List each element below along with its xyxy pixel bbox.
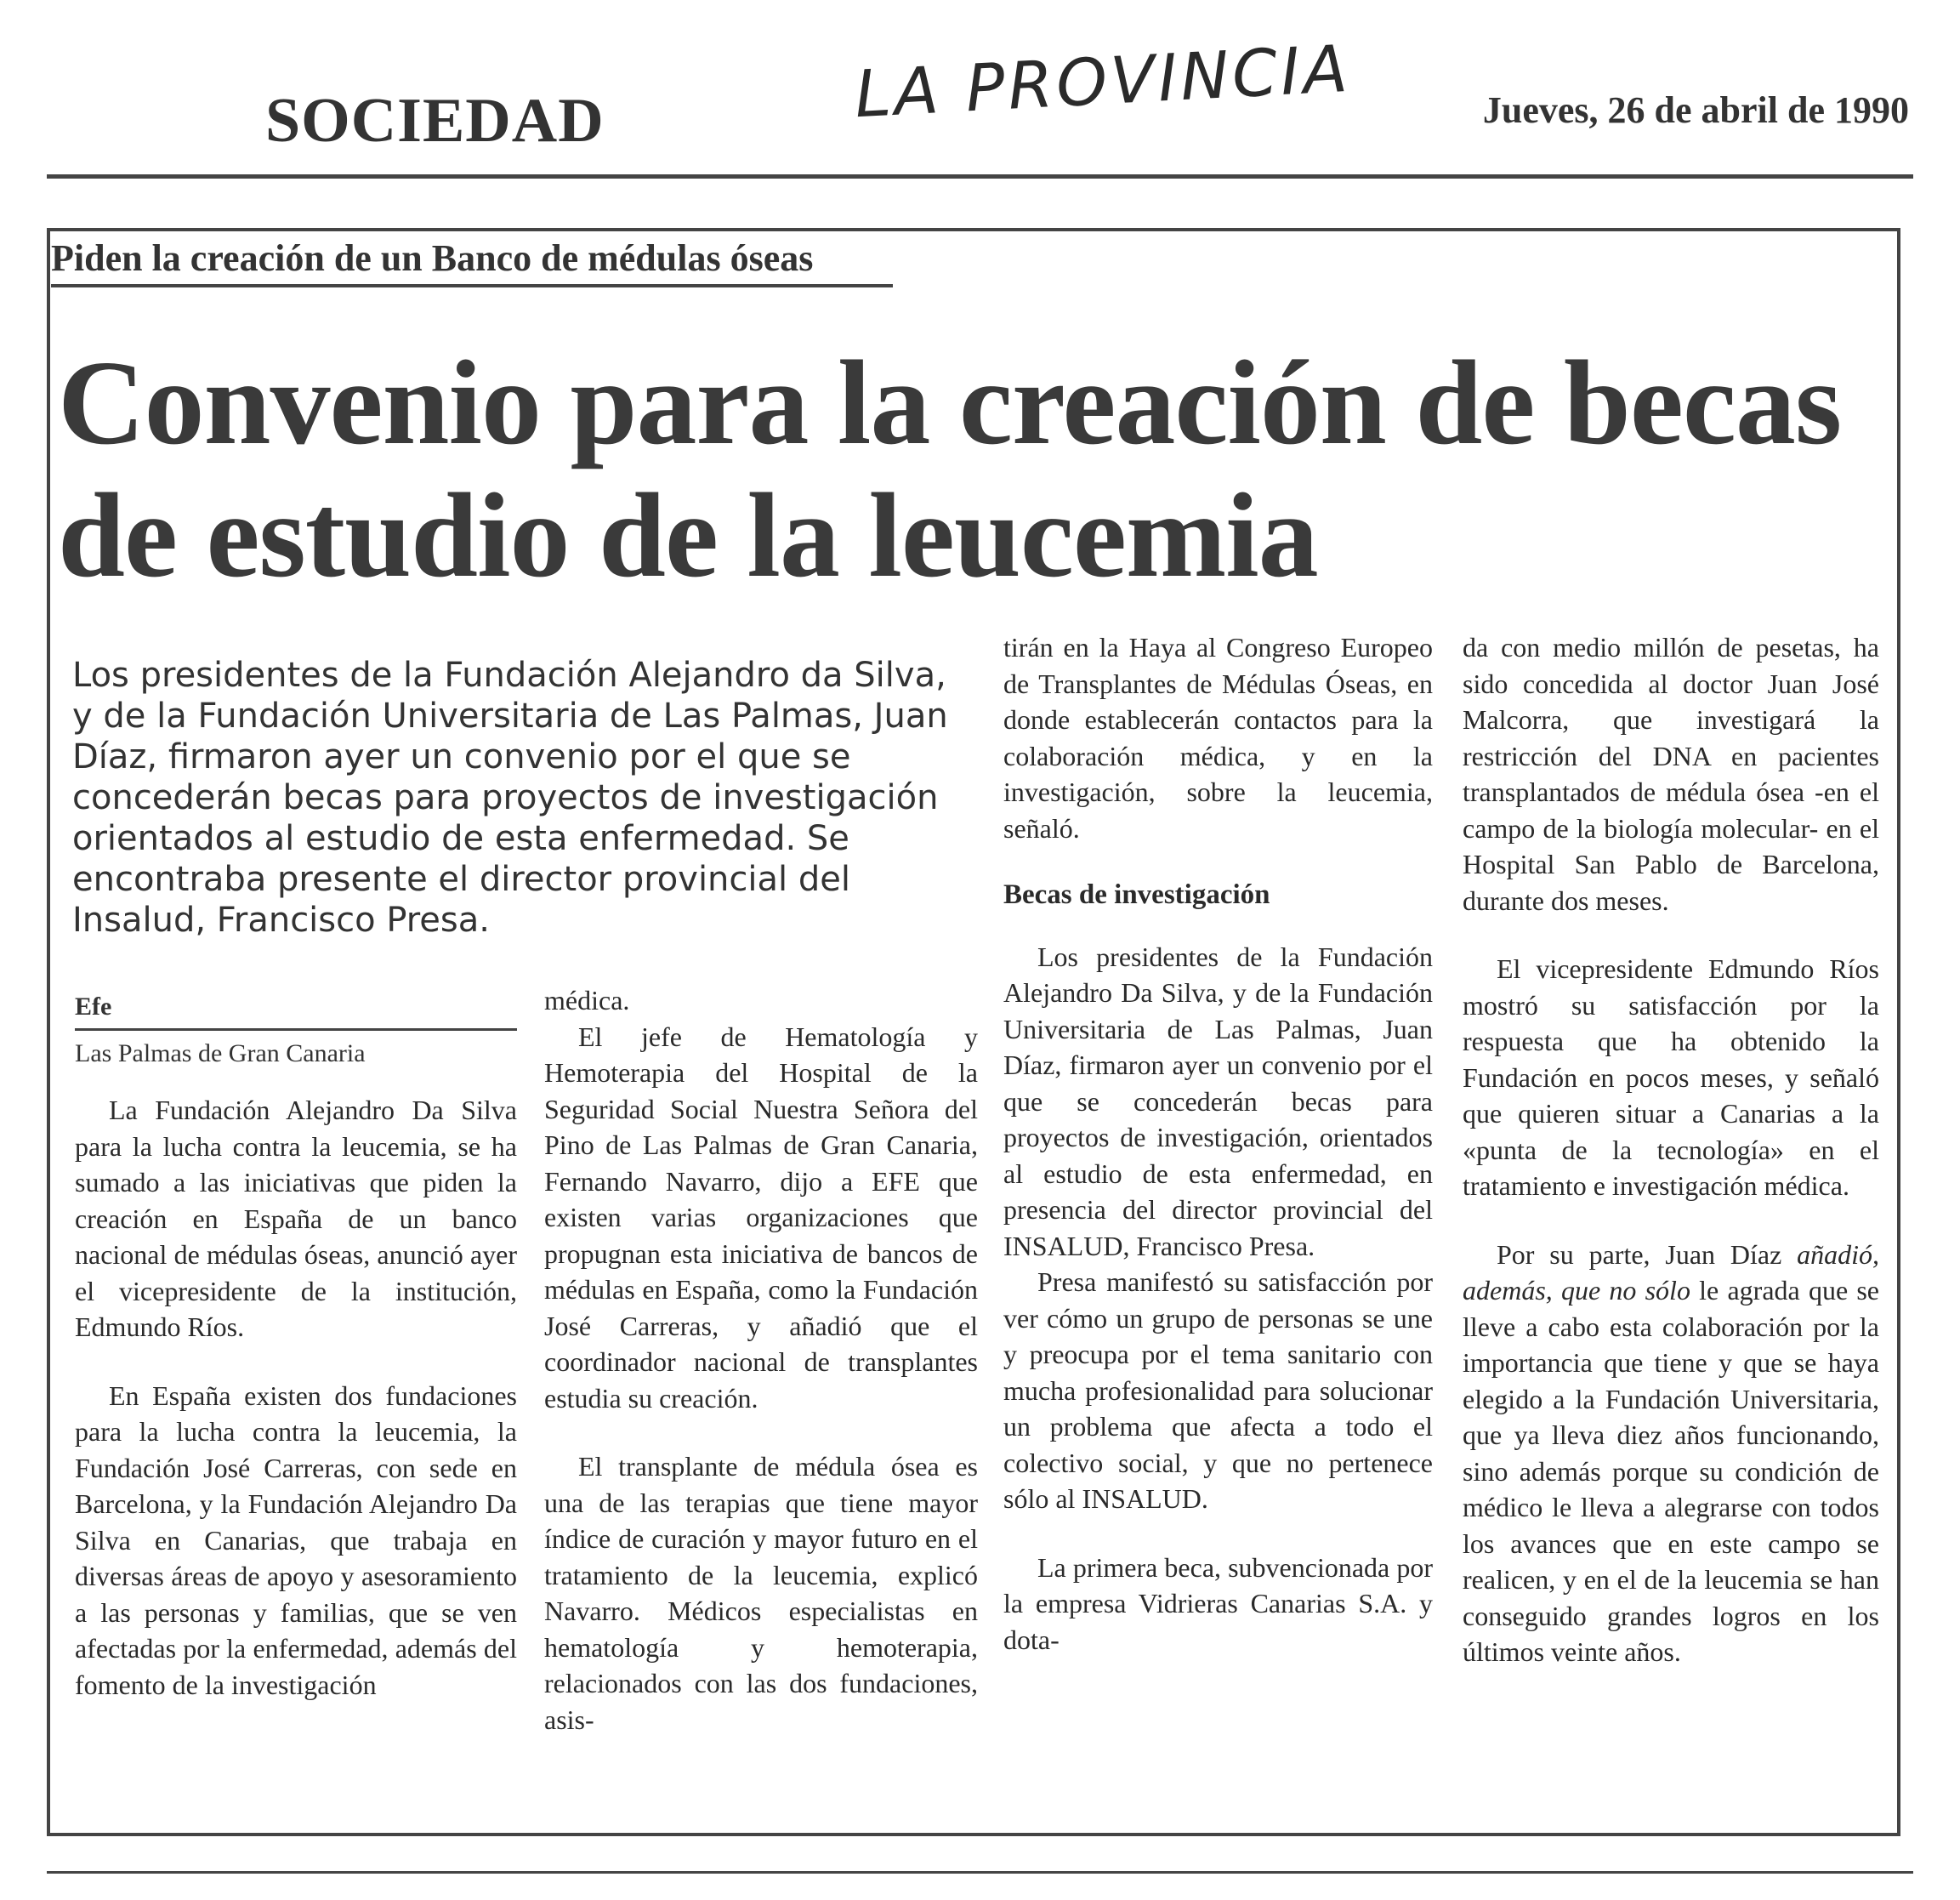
- headline: Convenio para la creación de becas de estudio de la leucemia: [58, 335, 1842, 603]
- text-run: Por su parte, Juan Díaz: [1497, 1238, 1798, 1270]
- paragraph: tirán en la Haya al Congreso Europeo de Transplantes de Médulas Óseas, en donde establecerán contactos para la colaboración médica, y en la investigación, sobre la leucemia, señaló.: [1003, 632, 1433, 844]
- lead-paragraph: Los presidentes de la Fundación Alejandro da Silva, y de la Fundación Universitaria de Las Palmas, Juan Díaz, firmaron ayer un convenio por el que se concederán becas para proyectos de investigación orientados al estudio de esta enfermedad. Se encontraba presente el director provincial del Insalud, Francisco Presa.: [72, 656, 948, 940]
- subhead: Becas de investigación: [1003, 879, 1270, 910]
- paragraph: El jefe de Hematología y Hemoterapia del Hospital de la Seguridad Social Nuestra Señora del Pino de Las Palmas de Gran Canaria, Fernando Navarro, dijo a EFE que existen varias organizaciones que propugnan esta iniciativa de bancos de médulas en España, como la Fundación José Carreras, y añadió que el coordinador nacional de transplantes estudia su creación.: [544, 1021, 978, 1414]
- column-2: [544, 982, 978, 1738]
- paragraph: La Fundación Alejandro Da Silva para la lucha contra la leucemia, se ha sumado a las iniciativas que piden la creación en España de un banco nacional de médulas óseas, anunció ayer el vicepresidente de la institución, Edmundo Ríos.: [75, 1095, 517, 1342]
- section-label: SOCIEDAD: [265, 86, 605, 156]
- newspaper-logo: LA PROVINCIA: [853, 30, 1353, 133]
- text-run: le agrada que se lleve a cabo esta colaboración por la importancia que tiene y que se haya elegido a la Fundación Universitaria, que ya lleva diez años funcionando, sino además porque su condición de médico le lleva a alegrarse con todos los avances que en este campo se realicen, y en el de la leucemia se han conseguido grandes logros en los últimos veinte años.: [1463, 1275, 1880, 1667]
- column-3: [1003, 629, 1433, 1658]
- paragraph: En España existen dos fundaciones para la lucha contra la leucemia, la Fundación José Carreras, con sede en Barcelona, y la Fundación Alejandro Da Silva en Canarias, que trabaja en diversas áreas de apoyo y asesoramiento a las personas y familias, que se ven afectadas por la enfermedad, además del fomento de la investigación: [75, 1379, 517, 1700]
- paragraph: Presa manifestó su satisfacción por ver cómo un grupo de personas se une y preocupa por el tema sanitario con mucha profesionalidad para solucionar un problema que afecta a todo el colectivo social, y que no pertenece sólo al INSALUD.: [1003, 1266, 1433, 1514]
- kicker: Piden la creación de un Banco de médulas óseas: [51, 238, 893, 287]
- paragraph: El vicepresidente Edmundo Ríos mostró su satisfacción por la respuesta que ha obtenido la Fundación en pocos meses, y señaló que quieren situar a Canarias a la «punta de la tecnología» en el tratamiento e investigación médica.: [1463, 953, 1879, 1201]
- byline-rule: [75, 1028, 517, 1031]
- byline-agency: Efe: [75, 993, 112, 1021]
- paragraph: El transplante de médula ósea es una de las terapias que tiene mayor índice de curación y mayor futuro en el tratamiento de la leucemia, explicó Navarro. Médicos especialistas en hematología y hemoterapia, relacionados con las dos fundaciones, asis-: [544, 1451, 978, 1735]
- box-top-rule: [47, 228, 1900, 231]
- paragraph: da con medio millón de pesetas, ha sido concedida al doctor Juan José Malcorra, que investigará la restricción del DNA en pacientes transplantados de médula ósea -en el campo de la biología molecular- en el Hospital San Pablo de Barcelona, durante dos meses.: [1463, 632, 1879, 916]
- dateline: Jueves, 26 de abril de 1990: [1482, 89, 1909, 131]
- footer-rule: [47, 1871, 1913, 1874]
- paragraph: [1463, 1237, 1879, 1670]
- paragraph: médica.: [544, 985, 630, 1015]
- paragraph: La primera beca, subvencionada por la empresa Vidrieras Canarias S.A. y dota-: [1003, 1551, 1433, 1655]
- box-left-rule: [47, 228, 50, 1835]
- column-1: [75, 991, 517, 1703]
- box-bottom-rule: [47, 1833, 1900, 1836]
- box-right-rule: [1897, 228, 1900, 1835]
- byline-place: Las Palmas de Gran Canaria: [75, 1039, 366, 1067]
- paragraph: Los presidentes de la Fundación Alejandro Da Silva, y de la Fundación Universitaria de Las Palmas, Juan Díaz, firmaron ayer un convenio por el que se concederán becas para proyectos de investigación, orientados al estudio de esta enfermedad, en presencia del director provincial del INSALUD, Francisco Presa.: [1003, 941, 1433, 1261]
- column-4: [1463, 629, 1879, 1670]
- italic-text-run: añadió, además, que no sólo: [1463, 1238, 1879, 1306]
- masthead-rule: [47, 174, 1913, 179]
